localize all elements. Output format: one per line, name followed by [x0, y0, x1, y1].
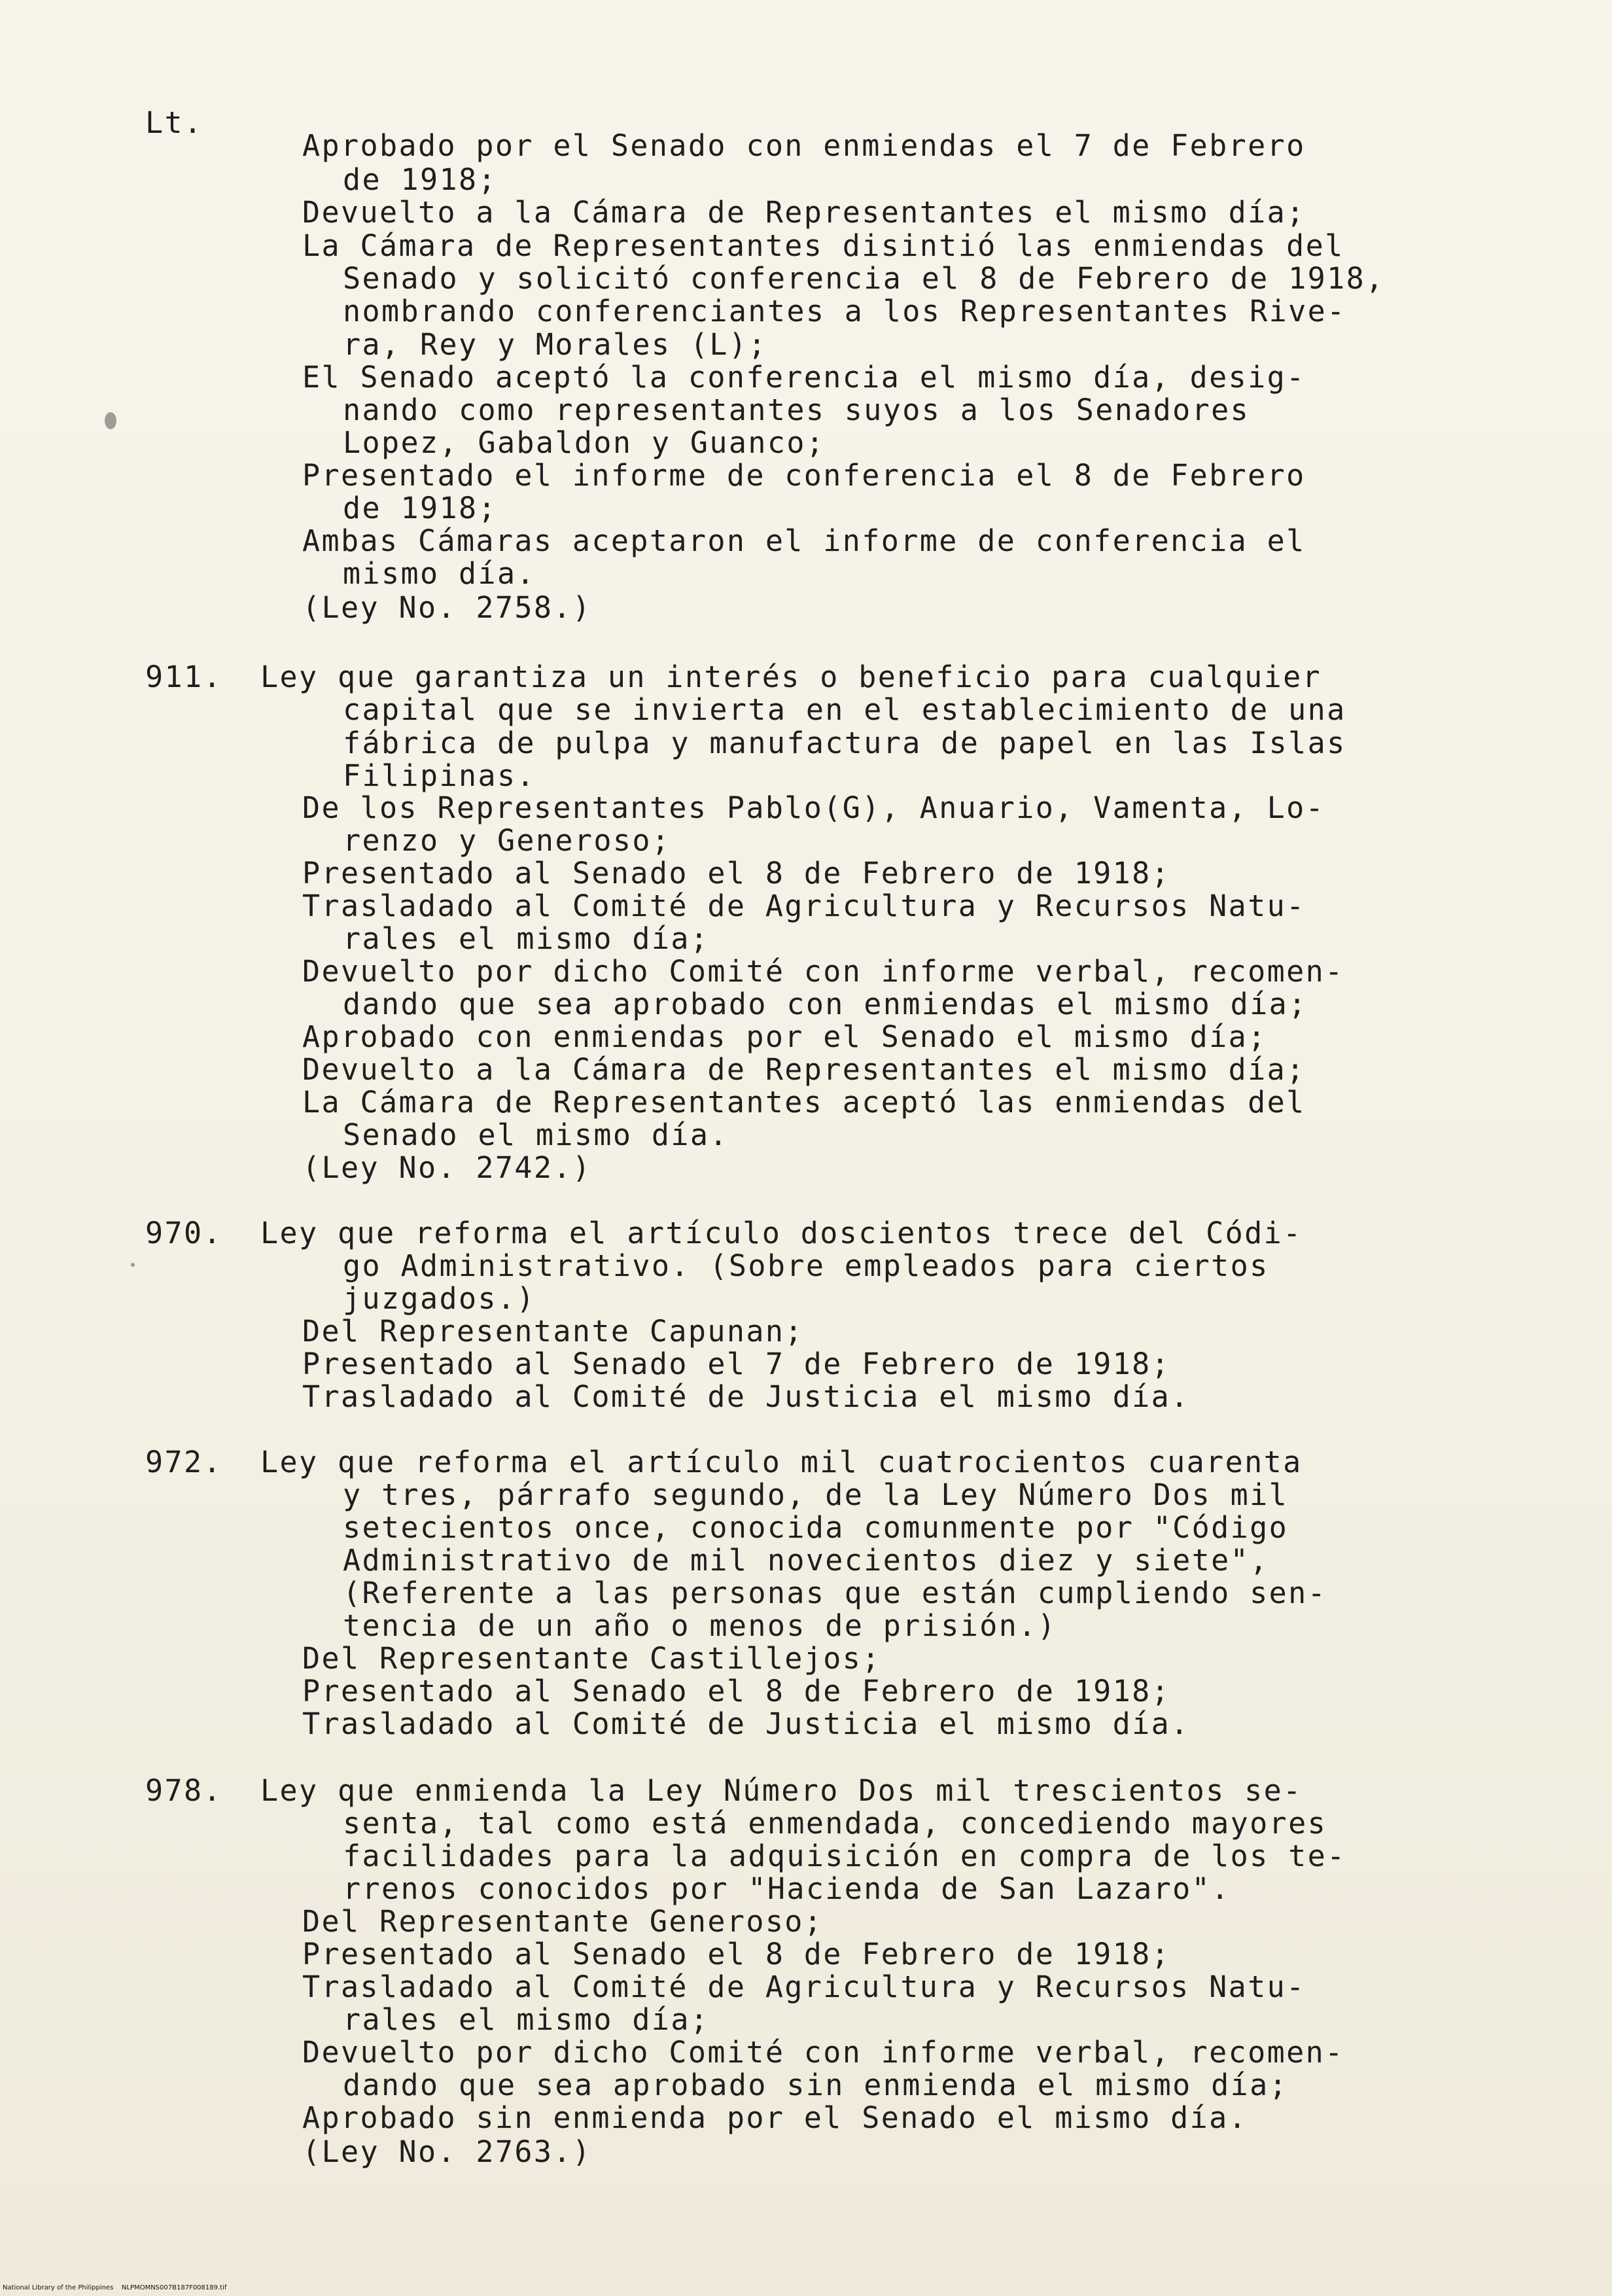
- entry-title-line: juzgados.): [343, 1281, 536, 1316]
- entry-history-line: Senado el mismo día.: [343, 1118, 729, 1152]
- entry-history-line: renzo y Generoso;: [343, 823, 671, 858]
- entry-title-line: setecientos once, conocida comunmente por "Código: [343, 1510, 1289, 1545]
- entry-title-line: y tres, párrafo segundo, de la Ley Número Dos mil: [343, 1477, 1289, 1512]
- entry-title-line: Administrativo de mil novecientos diez y siete",: [343, 1543, 1269, 1578]
- entry-history-line: Devuelto a la Cámara de Representantes el mismo día;: [302, 1052, 1306, 1087]
- entry-history-line: Del Representante Generoso;: [302, 1904, 824, 1939]
- entry-title-line: Ley que garantiza un interés o beneficio para cualquier: [260, 660, 1322, 694]
- entry-history-line: rales el mismo día;: [343, 921, 710, 956]
- entry-number: 978.: [145, 1773, 222, 1808]
- entry-history-line: Presentado al Senado el 7 de Febrero de 1918;: [302, 1347, 1171, 1381]
- continuation-line: Senado y solicitó conferencia el 8 de Febrero de 1918,: [343, 261, 1385, 296]
- entry-title-line: (Referente a las personas que están cumpliendo sen-: [343, 1576, 1327, 1610]
- continuation-line: de 1918;: [343, 162, 497, 197]
- entry-title-line: rrenos conocidos por "Hacienda de San Lazaro".: [343, 1871, 1231, 1906]
- continuation-line: Ambas Cámaras aceptaron el informe de conferencia el: [302, 523, 1306, 558]
- entry-history-line: dando que sea aprobado sin enmienda el mismo día;: [343, 2068, 1289, 2102]
- entry-number: 911.: [145, 660, 222, 694]
- entry-title-line: Ley que reforma el artículo doscientos trece del Códi-: [260, 1216, 1303, 1250]
- entry-history-line: Del Representante Castillejos;: [302, 1641, 881, 1676]
- entry-history-line: Trasladado al Comité de Justicia el mismo día.: [302, 1379, 1190, 1414]
- entry-history-line: De los Representantes Pablo(G), Anuario, Vamenta, Lo-: [302, 790, 1325, 825]
- entry-history-line: Presentado al Senado el 8 de Febrero de 1918;: [302, 1674, 1171, 1708]
- entry-history-line: Trasladado al Comité de Justicia el mismo día.: [302, 1706, 1190, 1741]
- entry-number: 972.: [145, 1445, 222, 1479]
- entry-title-line: capital que se invierta en el establecimiento de una: [343, 692, 1346, 727]
- entry-history-line: Del Representante Capunan;: [302, 1314, 804, 1349]
- continuation-line: La Cámara de Representantes disintió las enmiendas del: [302, 228, 1344, 263]
- entry-title-line: fábrica de pulpa y manufactura de papel en las Islas: [343, 726, 1346, 760]
- continuation-line: Aprobado por el Senado con enmiendas el 7 de Febrero: [302, 128, 1306, 163]
- entry-title-line: Ley que reforma el artículo mil cuatrocientos cuarenta: [260, 1445, 1303, 1479]
- entry-history-line: dando que sea aprobado con enmiendas el mismo día;: [343, 987, 1308, 1021]
- entry-history-line: Trasladado al Comité de Agricultura y Recursos Natu-: [302, 889, 1306, 923]
- entry-history-line: La Cámara de Representantes aceptó las enmiendas del: [302, 1085, 1306, 1120]
- paper-blemish: [131, 1263, 135, 1267]
- entry-number: 970.: [145, 1216, 222, 1250]
- continuation-line: Lopez, Gabaldon y Guanco;: [343, 425, 826, 460]
- entry-title-line: Filipinas.: [343, 758, 536, 793]
- entry-history-line: Devuelto por dicho Comité con informe verbal, recomen-: [302, 2035, 1344, 2070]
- entry-history-line: rales el mismo día;: [343, 2002, 710, 2037]
- entry-history-line: Trasladado al Comité de Agricultura y Recursos Natu-: [302, 1969, 1306, 2004]
- continuation-label: Lt.: [145, 105, 203, 140]
- continuation-line: mismo día.: [343, 556, 536, 591]
- entry-title-line: tencia de un año o menos de prisión.): [343, 1608, 1057, 1643]
- scan-footer: National Library of the Philippines NLPMOMNS007B187F008189.tif: [3, 2284, 227, 2291]
- entry-title-line: facilidades para la adquisición en compra de los te-: [343, 1839, 1346, 1873]
- continuation-line: Devuelto a la Cámara de Representantes el mismo día;: [302, 195, 1306, 230]
- entry-history-line: Aprobado sin enmienda por el Senado el mismo día.: [302, 2100, 1248, 2135]
- continuation-line: (Ley No. 2758.): [302, 590, 592, 625]
- continuation-line: ra, Rey y Morales (L);: [343, 327, 767, 362]
- continuation-line: nando como representantes suyos a los Senadores: [343, 393, 1250, 427]
- entry-history-line: Devuelto por dicho Comité con informe verbal, recomen-: [302, 954, 1344, 989]
- entry-history-line: Aprobado con enmiendas por el Senado el mismo día;: [302, 1019, 1267, 1054]
- paper-blemish: [105, 412, 116, 429]
- entry-title-line: senta, tal como está enmendada, concediendo mayores: [343, 1806, 1327, 1841]
- continuation-line: nombrando conferenciantes a los Representantes Rive-: [343, 294, 1346, 328]
- entry-history-line: Presentado al Senado el 8 de Febrero de 1918;: [302, 1937, 1171, 1971]
- entry-history-line: (Ley No. 2742.): [302, 1150, 592, 1185]
- entry-title-line: Ley que enmienda la Ley Número Dos mil trescientos se-: [260, 1773, 1303, 1808]
- entry-history-line: Presentado al Senado el 8 de Febrero de 1918;: [302, 856, 1171, 891]
- continuation-line: El Senado aceptó la conferencia el mismo día, desig-: [302, 360, 1306, 395]
- entry-history-line: (Ley No. 2763.): [302, 2134, 592, 2169]
- continuation-line: de 1918;: [343, 491, 497, 525]
- entry-title-line: go Administrativo. (Sobre empleados para ciertos: [343, 1248, 1269, 1283]
- continuation-line: Presentado el informe de conferencia el 8 de Febrero: [302, 458, 1306, 493]
